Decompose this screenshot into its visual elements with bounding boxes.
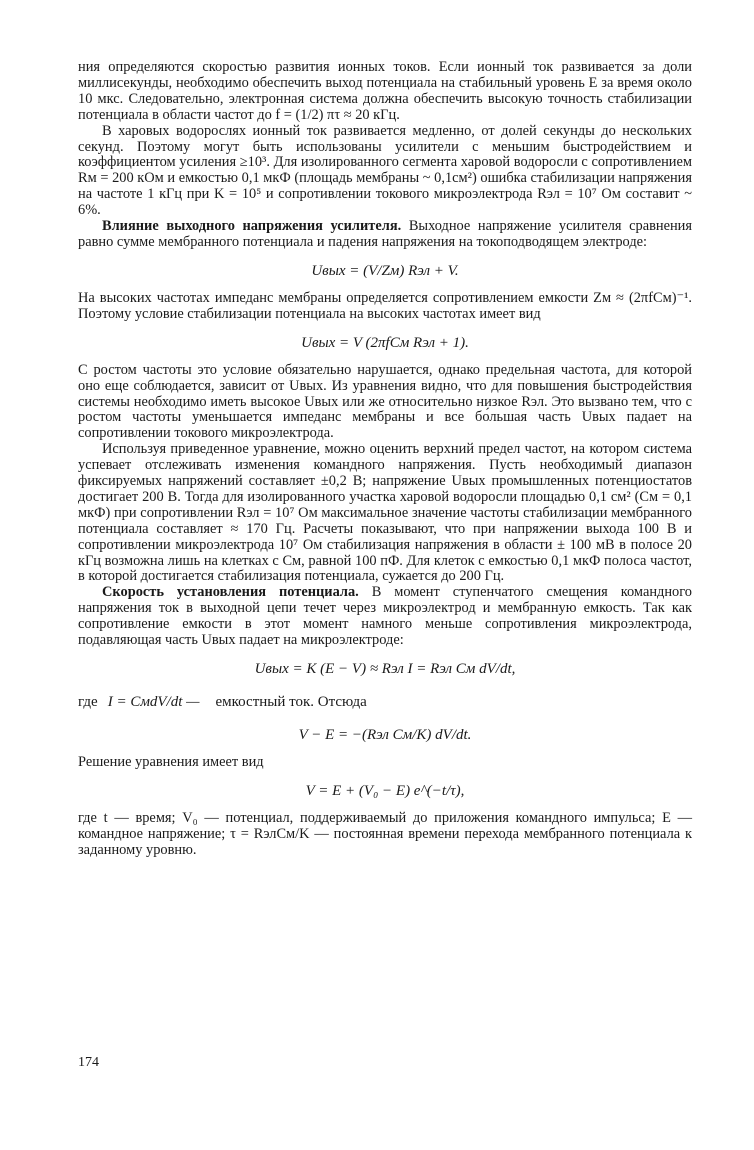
equation-5: V = E + (V₀ − E) e^(−t/τ), [305,782,465,799]
paragraph-5: С ростом частоты это условие обязательно нарушается, однако предельная частота, для которой оно еще соблюдается, зависит от Uвых. Из уравнения видно, что для повышения быстродействия системы необходимо иметь высокое Uвых или же относительно низкое Rэл. Это вызвано тем, что с ростом частоты уменьшается импеданс мембраны и все бо́льшая часть Uвых падает на сопротивлении токового микроэлектрода. [78,361,692,442]
capacitive-current-formula: I = CмdV/dt — [107,694,200,710]
page-number: 174 [78,1055,99,1070]
paragraph-3 [78,219,692,251]
capacitive-current-text: емкостный ток. Отсюда [215,694,367,710]
section-heading-settling-speed: Скорость установления потенциала. [102,584,359,601]
paragraph-1: ния определяются скоростью развития ионных токов. Если ионный ток развивается за доли миллисекунды, необходимо обеспечить выход потенциала на стабильный уровень E за время около 10 мкс. Следовательно, электронная система должна обеспечить высокую точность стабилизации потенциала в области частот до f = (1/2) πτ ≈ 20 кГц. [78,59,692,123]
paragraph-7-body: В момент ступенчатого смещения командного напряжения ток в выходной цепи течет через микроэлектрод и мембранную емкость. Так как сопротивление емкости в этот момент намного меньше сопротивления микроэлектрода, подавляющая часть Uвых падает на микроэлектроде: [78,584,692,649]
paragraph-7 [78,585,692,649]
capacitive-current-line [78,689,692,715]
paragraph-6: Используя приведенное уравнение, можно оценить верхний предел частот, на котором система успевает отслеживать изменения командного напряжения. Пусть необходимый диапазон фиксируемых напряжений составляет ±0,2 В; напряжение Uвых промышленных потенциостатов достигает 200 В. Тогда для изолированного участка харовой водоросли площадью 0,1 см² (Cм = 0,1 мкФ) при сопротивлении Rэл = 10⁷ Ом максимальное значение частоты стабилизации мембранного потенциала составляет ≈ 170 Гц. Расчеты показывают, что при напряжении выхода 100 В и сопротивлении микроэлектрода 10⁷ Ом стабилизация напряжения в области ± 100 мВ в полосе 20 кГц возможна лишь на клетках с Cм, равной 100 пФ. Для клеток с емкостью 0,1 мкФ полоса частот, в которой достигается стабилизация потенциала, сужается до 200 Гц. [78,441,692,585]
body-text [78,60,692,859]
section-heading-output-voltage: Влияние выходного напряжения усилителя. [102,218,402,235]
paragraph-2: В харовых водорослях ионный ток развивается медленно, от долей секунды до нескольких секунд. Поэтому могут быть использованы усилители с меньшим быстродействием и коэффициентом усиления ≥10³. Для изолированного сегмента харовой водоросли с сопротивлением Rм = 200 кОм и емкостью 0,1 мкФ (площадь мембраны ~ 0,1см²) ошибка стабилизации напряжения на частоте 1 кГц при K = 10⁵ и сопротивлении токового микроэлектрода Rэл = 10⁷ Ом составит ~ 6%. [78,122,692,219]
equation-2: Uвых = V (2πfCм Rэл + 1). [301,334,469,351]
equation-3: Uвых = K (E − V) ≈ Rэл I = Rэл Cм dV/dt, [254,661,516,677]
equation-1: Uвых = (V/Zм) Rэл + V. [311,262,459,279]
paragraph-8: Решение уравнения имеет вид [78,754,264,770]
paragraph-9: где t — время; V₀ — потенциал, поддерживаемый до приложения командного импульса; E — командное напряжение; τ = RэлCм/K — постоянная времени перехода мембранного потенциала к заданному уровню. [78,809,692,858]
paragraph-3-body: Выходное напряжение усилителя сравнения равно сумме мембранного потенциала и падения напряжения на токоподводящем электроде: [78,218,693,250]
paragraph-4: На высоких частотах импеданс мембраны определяется сопротивлением емкости Zм ≈ (2πfCм)⁻¹. Поэтому условие стабилизации потенциала на высоких частотах имеет вид [78,289,692,322]
gde-word: где [78,694,98,710]
equation-4: V − E = −(Rэл Cм/K) dV/dt. [298,727,472,743]
